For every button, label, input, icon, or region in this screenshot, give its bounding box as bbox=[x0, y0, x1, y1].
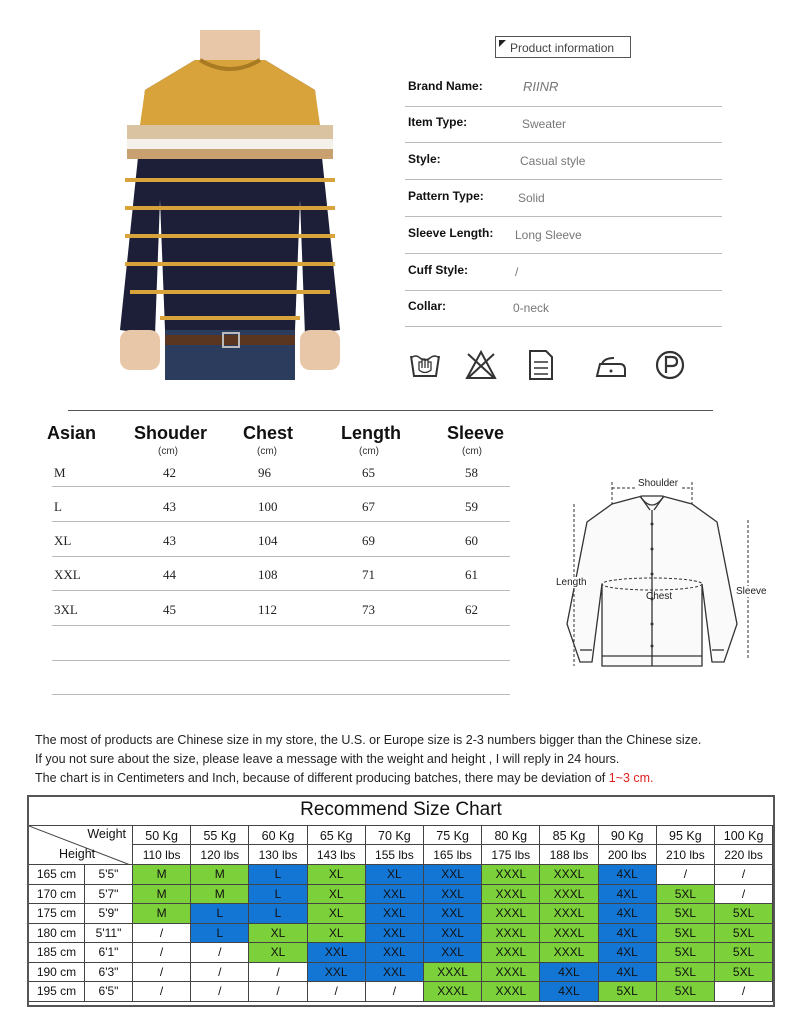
size-recommendation-cell: XXXL bbox=[482, 963, 540, 983]
weight-lbs-header: 155 lbs bbox=[366, 845, 424, 865]
size-recommendation-cell: XXXL bbox=[540, 865, 598, 885]
note-line-3-text: The chart is in Centimeters and Inch, because of different producing batches, there may be deviation of bbox=[35, 771, 609, 785]
size-recommendation-cell: / bbox=[657, 865, 715, 885]
size-recommendation-cell: / bbox=[191, 982, 249, 1002]
size-recommendation-cell: / bbox=[249, 963, 307, 983]
weight-height-header bbox=[29, 825, 133, 865]
weight-kg-header: 55 Kg bbox=[191, 825, 249, 845]
info-key: Style: bbox=[408, 152, 441, 166]
size-recommendation-cell: XXL bbox=[366, 963, 424, 983]
size-recommendation-cell: / bbox=[191, 963, 249, 983]
size-recommendation-cell: XXL bbox=[424, 943, 482, 963]
size-recommendation-cell: XXXL bbox=[424, 982, 482, 1002]
do-not-bleach-icon bbox=[464, 348, 498, 382]
height-ft-cell: 6'3" bbox=[85, 963, 133, 983]
size-recommendation-cell: 5XL bbox=[715, 904, 773, 924]
size-recommendation-cell: 4XL bbox=[599, 904, 657, 924]
size-value: 108 bbox=[258, 567, 278, 582]
weight-kg-header: 65 Kg bbox=[308, 825, 366, 845]
size-recommendation-cell: M bbox=[133, 904, 191, 924]
size-label: L bbox=[54, 499, 62, 514]
size-recommendation-cell: XL bbox=[308, 865, 366, 885]
info-row-collar bbox=[405, 290, 722, 327]
unit-label: (cm) bbox=[359, 446, 379, 457]
size-recommendation-cell: L bbox=[191, 924, 249, 944]
size-recommendation-cell: XXXL bbox=[482, 924, 540, 944]
size-recommendation-cell: XXL bbox=[424, 885, 482, 905]
size-recommendation-cell: XXL bbox=[366, 943, 424, 963]
size-recommendation-cell: XXL bbox=[308, 963, 366, 983]
note-line-2: If you not sure about the size, please leave a message with the weight and height , I will reply in 24 hours. bbox=[35, 752, 620, 766]
diagram-label-chest: Chest bbox=[646, 591, 673, 602]
size-value: 44 bbox=[163, 567, 176, 582]
info-row-brand bbox=[405, 70, 722, 107]
weight-lbs-header: 210 lbs bbox=[657, 845, 715, 865]
size-value: 65 bbox=[362, 465, 375, 480]
height-ft-cell: 6'1" bbox=[85, 943, 133, 963]
size-table-header-shoulder: Shouder bbox=[134, 423, 208, 443]
size-value: 59 bbox=[465, 499, 478, 514]
unit-label: (cm) bbox=[257, 446, 277, 457]
recommend-chart-title: Recommend Size Chart bbox=[300, 799, 502, 820]
info-value: / bbox=[515, 265, 519, 279]
height-cm-cell: 165 cm bbox=[29, 865, 85, 885]
weight-kg-header: 80 Kg bbox=[482, 825, 540, 845]
size-value: 43 bbox=[163, 499, 176, 514]
size-recommendation-cell: L bbox=[249, 865, 307, 885]
info-key: Brand Name: bbox=[408, 79, 483, 93]
size-recommendation-cell: / bbox=[366, 982, 424, 1002]
weight-lbs-header: 143 lbs bbox=[308, 845, 366, 865]
section-divider bbox=[68, 410, 713, 411]
size-recommendation-cell: 5XL bbox=[657, 885, 715, 905]
note-line-3 bbox=[35, 771, 654, 785]
weight-kg-header: 95 Kg bbox=[657, 825, 715, 845]
size-recommendation-cell: XXL bbox=[424, 865, 482, 885]
weight-kg-header: 90 Kg bbox=[599, 825, 657, 845]
info-row-pattern bbox=[405, 180, 722, 217]
size-recommendation-cell: XXL bbox=[424, 904, 482, 924]
weight-lbs-header: 130 lbs bbox=[249, 845, 307, 865]
weight-lbs-header: 165 lbs bbox=[424, 845, 482, 865]
size-recommendation-cell: L bbox=[191, 904, 249, 924]
size-recommendation-cell: 5XL bbox=[657, 982, 715, 1002]
unit-label: (cm) bbox=[462, 446, 482, 457]
size-label: XL bbox=[54, 533, 72, 548]
size-label: M bbox=[54, 465, 66, 480]
info-value: Sweater bbox=[522, 117, 567, 131]
size-recommendation-cell: M bbox=[191, 865, 249, 885]
row-divider bbox=[52, 625, 510, 626]
note-line-1: The most of products are Chinese size in my store, the U.S. or Europe size is 2-3 numbers bigger than the Chinese size. bbox=[35, 733, 702, 747]
size-recommendation-cell: XXXL bbox=[540, 943, 598, 963]
size-recommendation-cell: XXXL bbox=[482, 885, 540, 905]
weight-kg-header: 75 Kg bbox=[424, 825, 482, 845]
diagram-label-shoulder: Shoulder bbox=[638, 478, 679, 489]
size-recommendation-cell: XXL bbox=[424, 924, 482, 944]
row-divider bbox=[52, 486, 510, 487]
weight-kg-header: 70 Kg bbox=[366, 825, 424, 845]
recommend-size-chart bbox=[27, 795, 775, 1007]
height-cm-cell: 190 cm bbox=[29, 963, 85, 983]
size-recommendation-cell: 5XL bbox=[657, 924, 715, 944]
info-key: Pattern Type: bbox=[408, 189, 484, 203]
weight-kg-header: 50 Kg bbox=[133, 825, 191, 845]
product-information-title: Product information bbox=[510, 41, 615, 55]
height-cm-cell: 185 cm bbox=[29, 943, 85, 963]
weight-label: Weight bbox=[87, 827, 126, 841]
size-recommendation-cell: / bbox=[308, 982, 366, 1002]
size-recommendation-cell: / bbox=[133, 924, 191, 944]
size-value: 62 bbox=[465, 602, 478, 617]
hand-wash-icon bbox=[408, 348, 442, 382]
size-label: XXL bbox=[54, 567, 81, 582]
size-value: 73 bbox=[362, 602, 375, 617]
info-row-cuff bbox=[405, 254, 722, 291]
size-recommendation-cell: / bbox=[133, 963, 191, 983]
size-value: 42 bbox=[163, 465, 176, 480]
size-recommendation-cell: / bbox=[133, 943, 191, 963]
size-recommendation-cell: XL bbox=[366, 865, 424, 885]
size-recommendation-cell: XXL bbox=[308, 943, 366, 963]
info-key: Collar: bbox=[408, 299, 447, 313]
size-value: 69 bbox=[362, 533, 375, 548]
row-divider bbox=[52, 521, 510, 522]
size-table-header-sleeve: Sleeve bbox=[447, 423, 505, 443]
info-row-style bbox=[405, 143, 722, 180]
weight-lbs-header: 120 lbs bbox=[191, 845, 249, 865]
product-photo bbox=[105, 30, 355, 380]
size-label: 3XL bbox=[54, 602, 78, 617]
size-recommendation-cell: XXXL bbox=[482, 943, 540, 963]
size-value: 45 bbox=[163, 602, 176, 617]
size-value: 100 bbox=[258, 499, 278, 514]
size-table-header-chest: Chest bbox=[243, 423, 294, 443]
size-recommendation-cell: XXXL bbox=[482, 865, 540, 885]
size-recommendation-cell: XXL bbox=[366, 885, 424, 905]
info-value: Casual style bbox=[520, 154, 586, 168]
size-recommendation-cell: 5XL bbox=[657, 904, 715, 924]
weight-kg-header: 100 Kg bbox=[715, 825, 773, 845]
size-recommendation-cell: 4XL bbox=[599, 885, 657, 905]
row-divider bbox=[52, 590, 510, 591]
info-row-sleeve bbox=[405, 217, 722, 254]
weight-lbs-header: 110 lbs bbox=[133, 845, 191, 865]
unit-label: (cm) bbox=[158, 446, 178, 457]
weight-lbs-header: 200 lbs bbox=[599, 845, 657, 865]
size-value: 67 bbox=[362, 499, 375, 514]
dry-clean-p-icon bbox=[653, 348, 687, 382]
info-value: 0-neck bbox=[513, 301, 550, 315]
height-ft-cell: 5'7" bbox=[85, 885, 133, 905]
height-ft-cell: 5'5" bbox=[85, 865, 133, 885]
row-divider bbox=[52, 694, 510, 695]
size-recommendation-cell: 4XL bbox=[599, 924, 657, 944]
size-recommendation-cell: 4XL bbox=[599, 943, 657, 963]
size-recommendation-cell: 5XL bbox=[657, 963, 715, 983]
tumble-dry-icon bbox=[524, 348, 558, 382]
info-row-item-type bbox=[405, 106, 722, 143]
height-cm-cell: 175 cm bbox=[29, 904, 85, 924]
size-value: 43 bbox=[163, 533, 176, 548]
size-recommendation-cell: / bbox=[191, 943, 249, 963]
size-recommendation-cell: XL bbox=[249, 943, 307, 963]
size-recommendation-cell: XL bbox=[308, 885, 366, 905]
corner-mark-icon bbox=[499, 40, 506, 47]
size-recommendation-cell: 5XL bbox=[715, 924, 773, 944]
size-recommendation-cell: XXXL bbox=[482, 904, 540, 924]
height-ft-cell: 5'11" bbox=[85, 924, 133, 944]
weight-lbs-header: 175 lbs bbox=[482, 845, 540, 865]
size-recommendation-cell: XXXL bbox=[482, 982, 540, 1002]
info-value: RIINR bbox=[523, 79, 559, 94]
size-table-header-asian: Asian bbox=[47, 423, 97, 443]
size-value: 61 bbox=[465, 567, 478, 582]
size-value: 71 bbox=[362, 567, 375, 582]
info-key: Item Type: bbox=[408, 115, 468, 129]
size-recommendation-cell: 5XL bbox=[715, 963, 773, 983]
size-recommendation-cell: 4XL bbox=[599, 865, 657, 885]
deviation-highlight: 1~3 cm. bbox=[608, 771, 654, 785]
size-value: 96 bbox=[258, 465, 271, 480]
iron-icon bbox=[594, 348, 628, 382]
size-recommendation-cell: 5XL bbox=[657, 943, 715, 963]
height-label: Height bbox=[59, 847, 96, 861]
info-key: Sleeve Length: bbox=[408, 226, 494, 240]
measurement-diagram bbox=[552, 474, 767, 674]
diagram-label-length: Length bbox=[556, 577, 587, 588]
size-recommendation-cell: 4XL bbox=[599, 963, 657, 983]
size-recommendation-cell: XXXL bbox=[540, 885, 598, 905]
size-recommendation-cell: XL bbox=[308, 924, 366, 944]
size-recommendation-cell: L bbox=[249, 904, 307, 924]
weight-kg-header: 60 Kg bbox=[249, 825, 307, 845]
size-recommendation-cell: 4XL bbox=[540, 982, 598, 1002]
size-recommendation-cell: / bbox=[133, 982, 191, 1002]
size-recommendation-cell: 5XL bbox=[599, 982, 657, 1002]
weight-lbs-header: 220 lbs bbox=[715, 845, 773, 865]
size-recommendation-cell: M bbox=[191, 885, 249, 905]
size-recommendation-cell: XL bbox=[308, 904, 366, 924]
info-value: Solid bbox=[518, 191, 545, 205]
size-recommendation-cell: 4XL bbox=[540, 963, 598, 983]
size-value: 60 bbox=[465, 533, 478, 548]
size-recommendation-cell: / bbox=[249, 982, 307, 1002]
product-information-badge bbox=[495, 36, 631, 58]
weight-lbs-header: 188 lbs bbox=[540, 845, 598, 865]
info-key: Cuff Style: bbox=[408, 263, 468, 277]
height-ft-cell: 6'5" bbox=[85, 982, 133, 1002]
height-cm-cell: 170 cm bbox=[29, 885, 85, 905]
weight-kg-header: 85 Kg bbox=[540, 825, 598, 845]
height-cm-cell: 180 cm bbox=[29, 924, 85, 944]
size-recommendation-cell: XXXL bbox=[540, 904, 598, 924]
size-recommendation-cell: M bbox=[133, 885, 191, 905]
size-recommendation-cell: / bbox=[715, 982, 773, 1002]
size-value: 58 bbox=[465, 465, 478, 480]
height-cm-cell: 195 cm bbox=[29, 982, 85, 1002]
size-recommendation-cell: 5XL bbox=[715, 943, 773, 963]
size-recommendation-cell: XL bbox=[249, 924, 307, 944]
row-divider bbox=[52, 556, 510, 557]
size-recommendation-cell: / bbox=[715, 885, 773, 905]
size-recommendation-cell: M bbox=[133, 865, 191, 885]
info-value: Long Sleeve bbox=[515, 228, 582, 242]
height-ft-cell: 5'9" bbox=[85, 904, 133, 924]
size-table-header-length: Length bbox=[341, 423, 401, 443]
size-recommendation-cell: XXXL bbox=[540, 924, 598, 944]
size-value: 104 bbox=[258, 533, 278, 548]
size-value: 112 bbox=[258, 602, 278, 617]
size-recommendation-cell: L bbox=[249, 885, 307, 905]
diagram-label-sleeve: Sleeve bbox=[736, 586, 767, 597]
row-divider bbox=[52, 660, 510, 661]
size-recommendation-cell: XXL bbox=[366, 924, 424, 944]
size-recommendation-cell: XXL bbox=[366, 904, 424, 924]
size-recommendation-cell: / bbox=[715, 865, 773, 885]
size-recommendation-cell: XXXL bbox=[424, 963, 482, 983]
